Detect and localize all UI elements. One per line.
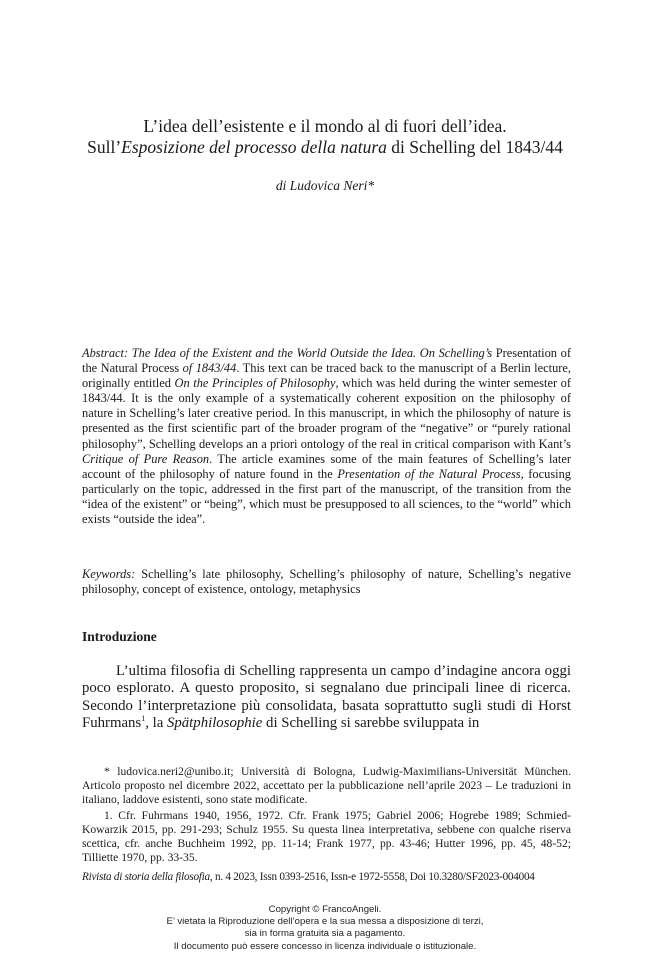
abstract-text: Critique of Pure Reason xyxy=(82,451,210,466)
keywords-text: Schelling’s late philosophy, Schelling’s philosophy of nature, Schelling’s negative philosophy, concept of existence, ontology, metaphysics xyxy=(82,567,571,597)
abstract-heading: Abstract: The Idea of the Existent and the World Outside the Idea. On Schelling’s xyxy=(82,346,493,360)
title-line-1: L’idea dell’esistente e il mondo al di fuori dell’idea. xyxy=(143,116,507,136)
title-line-2-suffix: di Schelling del 1843/44 xyxy=(386,137,563,157)
title-line-2-prefix: Sull’ xyxy=(87,137,122,157)
copyright-line: sia in forma gratuita sia a pagamento. xyxy=(244,928,406,940)
copyright-notice xyxy=(0,904,650,953)
title-line-2-work: Esposizione del processo della natura xyxy=(121,137,387,157)
keywords xyxy=(82,567,571,597)
abstract-text: , which was held during the winter semester of 1843/44. It is the only example of a systematically coherent exposition on the philosophy of nature in Schelling’s later creative period. In this manuscript, in which the philosophy of nature is presented as the first scientific part of the broader program of the “negative” or “purely rational philosophy”, Schelling develops an a priori ontology of the real in critical comparison with Kant’s xyxy=(82,376,571,451)
footnote-author xyxy=(82,765,571,807)
journal-details: , n. 4 2023, Issn 0393-2516, Issn-e 1972-5558, Doi 10.3280/SF2023-004004 xyxy=(209,871,535,883)
intro-text: Spätphilosophie xyxy=(166,714,263,731)
article-title xyxy=(0,116,650,158)
copyright-line: Il documento può essere concesso in licenza individuale o istituzionale. xyxy=(173,940,477,952)
copyright-line: E’ vietata la Riproduzione dell’opera e la sua messa a disposizione di terzi, xyxy=(166,916,484,928)
abstract-text: Presentation of the Natural Process xyxy=(82,346,571,376)
abstract-text: of 1843/44 xyxy=(182,361,237,376)
title-line-2 xyxy=(0,137,650,158)
abstract-text: , focusing particularly on the topic, addressed in the first part of the manuscript, of the transition from the “idea of the existent” or “being”, which must be presupposed to all sciences, to the “world” which exists “outside the idea”. xyxy=(82,466,571,527)
abstract-text: . This text can be traced back to the manuscript of a Berlin lecture, originally entitled xyxy=(82,361,571,391)
intro-paragraph xyxy=(82,663,571,732)
footnote-1-text: 1. Cfr. Fuhrmans 1940, 1956, 1972. Cfr. Frank 1975; Gabriel 2006; Hogrebe 1989; Schmied-Kowarzik 2015, pp. 291-293; Schulz 1955. Su questa linea interpretativa, sebbene con qualche riserva scettica, cfr. anche Buchheim 1992, pp. 11-14; Frank 1977, pp. 43-46; Hutter 1996, pp. 45, 48-52; Tilliette 1970, pp. 33-35. xyxy=(82,809,571,865)
copyright-line: Copyright © FrancoAngeli. xyxy=(268,904,382,915)
abstract-text: Presentation of the Natural Process xyxy=(337,466,521,481)
keywords-label: Keywords: xyxy=(82,567,136,581)
abstract xyxy=(82,346,571,527)
intro-text: , la xyxy=(145,714,167,731)
intro-text: di Schelling si sarebbe sviluppata in xyxy=(262,714,480,731)
journal-name: Rivista di storia della filosofia xyxy=(82,871,210,883)
intro-text: L’ultima filosofia di Schelling rappresenta un campo d’indagine ancora oggi poco esplorato. A questo proposito, si segnalano due principali linee di ricerca. Secondo l’interpretazione più consolidata, basata soprattutto sugli studi di Horst Fuhrmans xyxy=(82,663,571,731)
section-heading: Introduzione xyxy=(82,629,157,644)
journal-citation xyxy=(82,871,571,883)
abstract-text: On the Principles of Philosophy xyxy=(174,376,336,391)
author-byline: di Ludovica Neri* xyxy=(275,178,375,193)
abstract-text: . The article examines some of the main features of Schelling’s later account of the philosophy of nature found in the xyxy=(82,451,571,481)
footnote-author-text: * ludovica.neri2@unibo.it; Università di Bologna, Ludwig-Maximilians-Universität München. Articolo proposto nel dicembre 2022, accettato per la pubblicazione nell’aprile 2023 – Le traduzioni in italiano, laddove esistenti, sono state modificate. xyxy=(82,765,571,807)
footnote-ref: 1 xyxy=(141,713,146,723)
footnote-1 xyxy=(82,809,571,865)
